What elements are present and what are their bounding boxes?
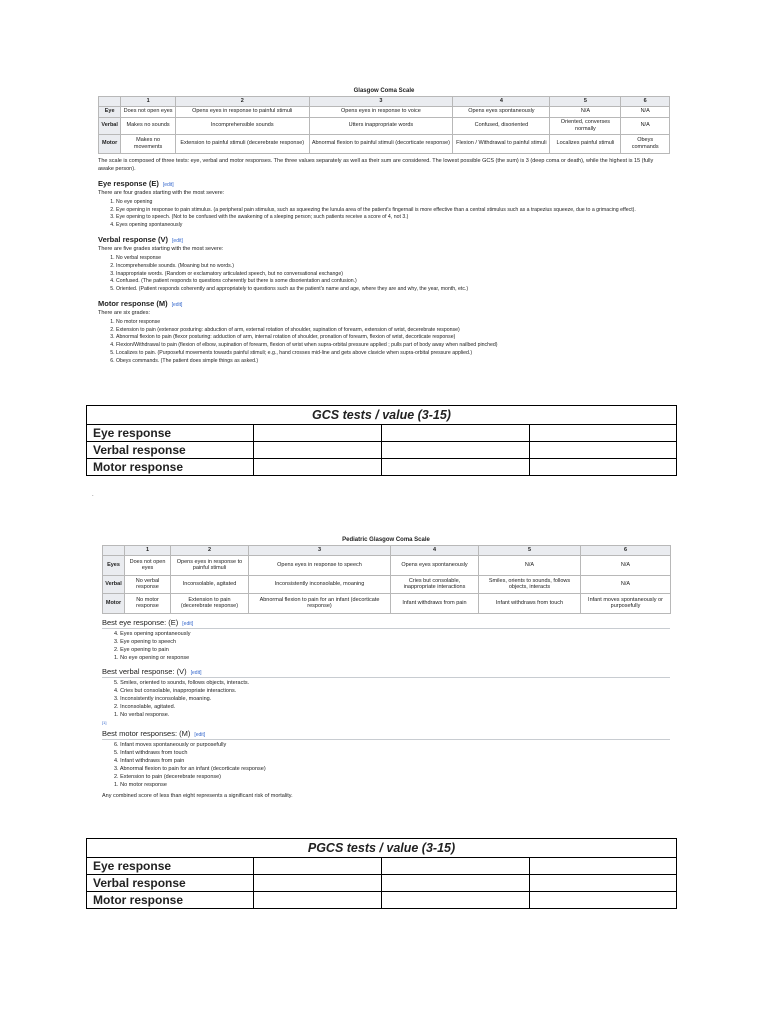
gcs-score-title: GCS tests / value (3-15)	[87, 406, 677, 425]
table-cell: Opens eyes spontaneously	[391, 555, 479, 575]
item-text: Cries but consolable, inappropriate interactions.	[120, 687, 237, 694]
item-text: Infant withdraws from pain	[120, 758, 185, 765]
score-cell[interactable]	[530, 425, 677, 442]
gcs-header-cell: 1	[121, 97, 176, 107]
item-number: 4.	[114, 758, 119, 765]
table-row	[87, 892, 677, 909]
item-number: 5.	[114, 679, 119, 686]
score-cell[interactable]	[382, 459, 530, 476]
row-header: Motor	[99, 134, 121, 153]
list-item: 2. Incomprehensible sounds. (Moaning but no words.)	[116, 263, 670, 271]
heading-text: Verbal response (V)	[98, 234, 169, 244]
pgcs-header-cell: 2	[171, 546, 249, 556]
list-item: 1. No motor response	[116, 319, 670, 327]
list-item: 1. No eye opening	[116, 199, 670, 207]
item-text: Smiles, oriented to sounds, follows objects, interacts.	[120, 679, 250, 686]
score-cell[interactable]	[382, 425, 530, 442]
item-text: Infant withdraws from touch	[120, 750, 188, 757]
table-cell: N/A	[621, 117, 670, 134]
best-motor-heading	[102, 729, 670, 740]
item-number: 5.	[114, 750, 119, 757]
list-item: 5. Oriented. (Patient responds coherently and appropriately to questions such as the patient's name and age, where they are and why, the year, month, etc.)	[116, 286, 670, 294]
gcs-header-cell: 6	[621, 97, 670, 107]
score-cell[interactable]	[530, 442, 677, 459]
gcs-reference	[98, 88, 670, 368]
motor-list	[116, 319, 670, 366]
row-label: Verbal response	[87, 442, 254, 459]
table-row	[103, 575, 671, 593]
pgcs-header-cell: 5	[479, 546, 581, 556]
item-number: 2.	[114, 703, 119, 710]
score-cell[interactable]	[254, 892, 382, 909]
pgcs-table	[102, 545, 671, 614]
list-item: 5. Localizes to pain. (Purposeful movements towards painful stimuli; e.g., hand crosses mid-line and gets above clavicle when supra-orbital pressure applied.)	[116, 350, 670, 358]
pgcs-header-cell: 4	[391, 546, 479, 556]
edit-link[interactable]: [edit]	[171, 301, 183, 308]
table-cell: Localizes painful stimuli	[550, 134, 621, 153]
table-cell: Oriented, converses normally	[550, 117, 621, 134]
verbal-response-heading	[98, 235, 670, 244]
table-cell: Opens eyes in response to voice	[309, 106, 453, 117]
item-number: 1.	[114, 782, 119, 789]
table-cell: N/A	[621, 106, 670, 117]
pgcs-reference	[102, 537, 670, 801]
score-cell[interactable]	[530, 459, 677, 476]
motor-response-heading	[98, 299, 670, 308]
list-item: 6. Obeys commands. (The patient does simple things as asked.)	[116, 358, 670, 366]
best-motor-list	[114, 742, 670, 790]
best-verbal-heading	[102, 667, 670, 678]
gcs-header-row	[99, 97, 670, 107]
table-row	[99, 134, 670, 153]
table-cell: Flexion / Withdrawal to painful stimuli	[453, 134, 550, 153]
heading-text: Eye response (E)	[98, 178, 159, 188]
pgcs-score-block	[86, 838, 676, 909]
table-cell: Smiles, orients to sounds, follows objects, interacts	[479, 575, 581, 593]
item-text: No eye opening or response	[120, 654, 190, 661]
table-cell: N/A	[550, 106, 621, 117]
gcs-score-table	[86, 405, 677, 476]
list-item: 4. Confused. (The patient responds to questions coherently but there is some disorientation and confusion.)	[116, 278, 670, 286]
row-label: Motor response	[87, 459, 254, 476]
gcs-header-cell	[99, 97, 121, 107]
score-cell[interactable]	[254, 459, 382, 476]
gcs-table	[98, 96, 670, 154]
item-text: No verbal response.	[120, 711, 170, 718]
list-item	[114, 766, 670, 774]
item-number: 1.	[114, 711, 119, 718]
list-item	[114, 639, 670, 647]
gcs-intro: The scale is composed of three tests: eye, verbal and motor responses. The three values separately as well as their sum are considered. The lowest possible GCS (the sum) is 3 (deep coma or death), while the highest is 15 (fully awake person).	[98, 157, 654, 172]
score-cell[interactable]	[254, 858, 382, 875]
list-item: 3. Eye opening to speech. (Not to be confused with the awakening of a sleeping person; such patients receive a score of 4, not 3.)	[116, 214, 670, 222]
table-cell: No verbal response	[125, 575, 171, 593]
list-item	[114, 774, 670, 782]
list-item	[114, 742, 670, 750]
table-cell: Infant withdraws from pain	[391, 593, 479, 613]
verbal-intro: There are five grades starting with the most severe:	[98, 245, 224, 252]
row-label: Eye response	[87, 425, 254, 442]
item-text: Inconsistently inconsolable, moaning.	[120, 695, 212, 702]
pgcs-header-row	[103, 546, 671, 556]
heading-text: Best motor responses: (M)	[102, 729, 191, 739]
item-text: Extension to pain (decerebrate response)	[120, 774, 222, 781]
edit-link[interactable]: [edit]	[194, 732, 206, 739]
best-eye-list	[114, 631, 670, 663]
row-label: Verbal response	[87, 875, 254, 892]
list-item: 4. Eyes opening spontaneously	[116, 222, 670, 230]
gcs-header-cell: 4	[453, 97, 550, 107]
list-item	[114, 655, 670, 663]
table-cell: Inconsistently inconsolable, moaning	[249, 575, 391, 593]
row-label: Eye response	[87, 858, 254, 875]
pgcs-header-cell: 1	[125, 546, 171, 556]
score-cell[interactable]	[382, 442, 530, 459]
list-item	[114, 782, 670, 790]
table-cell: Confused, disoriented	[453, 117, 550, 134]
gcs-header-cell: 5	[550, 97, 621, 107]
table-cell: Utters inappropriate words	[309, 117, 453, 134]
item-number: 3.	[114, 638, 119, 645]
edit-link[interactable]: [edit]	[190, 669, 202, 676]
table-cell: Infant moves spontaneously or purposefully	[581, 593, 671, 613]
list-item: 2. Eye opening in response to pain stimulus. (a peripheral pain stimulus, such as squeezing the lunula area of the patient's fingernail is more effective than a central stimulus such as a trapezius squeeze, due to a grimacing effect).	[116, 207, 670, 215]
list-item	[114, 750, 670, 758]
item-number: 3.	[114, 766, 119, 773]
score-cell[interactable]	[382, 892, 530, 909]
edit-link[interactable]: [edit]	[182, 620, 194, 627]
item-text: Inconsolable, agitated.	[120, 703, 176, 710]
list-item	[114, 696, 670, 704]
gcs-header-cell: 2	[175, 97, 309, 107]
score-cell[interactable]	[254, 425, 382, 442]
edit-link[interactable]: [edit]	[172, 237, 183, 244]
reference-mark[interactable]: [1]	[102, 719, 107, 725]
table-row	[87, 442, 677, 459]
mortality-note: Any combined score of less than eight represents a significant risk of mortality.	[102, 793, 293, 800]
item-number: 3.	[114, 695, 119, 702]
edit-link[interactable]: [edit]	[162, 181, 174, 188]
table-cell: Opens eyes in response to speech	[249, 555, 391, 575]
score-cell[interactable]	[530, 875, 677, 892]
list-item: 2. Extension to pain (extensor posturing: abduction of arm, external rotation of shoulder, supination of forearm, extension of wrist, decerebrate response)	[116, 327, 670, 335]
pgcs-header-cell: 6	[581, 546, 671, 556]
row-header: Motor	[103, 593, 125, 613]
table-cell: No motor response	[125, 593, 171, 613]
heading-text: Best eye response: (E)	[102, 617, 179, 627]
pgcs-caption: Pediatric Glasgow Coma Scale	[342, 537, 430, 543]
score-cell[interactable]	[530, 858, 677, 875]
table-cell: Opens eyes in response to painful stimuli	[175, 106, 309, 117]
list-item	[114, 712, 670, 720]
list-item	[114, 704, 670, 712]
eye-response-heading	[98, 179, 670, 188]
item-text: Eyes opening spontaneously	[120, 630, 191, 637]
table-row	[99, 106, 670, 117]
row-header: Eye	[99, 106, 121, 117]
table-row	[103, 593, 671, 613]
list-item	[114, 688, 670, 696]
list-item	[114, 647, 670, 655]
stray-mark: .	[92, 492, 94, 498]
heading-text: Motor response (M)	[98, 298, 168, 308]
table-cell: Abnormal flexion to pain for an infant (decorticate response)	[249, 593, 391, 613]
pgcs-header-cell: 3	[249, 546, 391, 556]
item-text: No motor response	[120, 782, 167, 789]
motor-intro: There are six grades:	[98, 309, 150, 316]
heading-text: Best verbal response: (V)	[102, 666, 187, 676]
table-cell: Inconsolable, agitated	[171, 575, 249, 593]
item-number: 1.	[114, 654, 119, 661]
table-row	[87, 425, 677, 442]
table-cell: Extension to painful stimuli (decerebrate response)	[175, 134, 309, 153]
item-number: 2.	[114, 646, 119, 653]
table-cell: Opens eyes in response to painful stimuli	[171, 555, 249, 575]
table-cell: Opens eyes spontaneously	[453, 106, 550, 117]
table-row	[87, 459, 677, 476]
table-cell: N/A	[479, 555, 581, 575]
gcs-header-cell: 3	[309, 97, 453, 107]
table-cell: Cries but consolable, inappropriate interactions	[391, 575, 479, 593]
score-cell[interactable]	[254, 442, 382, 459]
list-item: 4. Flexion/Withdrawal to pain (flexion of elbow, supination of forearm, flexion of wrist when supra-orbital pressure applied ; pulls part of body away when nailbed pinched)	[116, 342, 670, 350]
verbal-list	[116, 255, 670, 294]
list-item	[114, 631, 670, 639]
item-number: 4.	[114, 687, 119, 694]
table-cell: Extension to pain (decerebrate response)	[171, 593, 249, 613]
gcs-score-block	[86, 405, 676, 476]
score-cell[interactable]	[530, 892, 677, 909]
table-cell: Abnormal flexion to painful stimuli (decorticate response)	[309, 134, 453, 153]
table-cell: Does not open eyes	[125, 555, 171, 575]
score-cell[interactable]	[254, 875, 382, 892]
item-text: Infant moves spontaneously or purposefully	[120, 742, 227, 749]
item-number: 2.	[114, 774, 119, 781]
table-cell: Obeys commands	[621, 134, 670, 153]
row-header: Verbal	[99, 117, 121, 134]
table-cell: Makes no movements	[121, 134, 176, 153]
best-eye-heading	[102, 618, 670, 629]
list-item: 3. Abnormal flexion to pain (flexor posturing: adduction of arm, internal rotation of shoulder, pronation of forearm, flexion of wrist, decorticate response)	[116, 334, 670, 342]
table-row	[87, 858, 677, 875]
table-row	[87, 875, 677, 892]
table-cell: Makes no sounds	[121, 117, 176, 134]
eye-list	[116, 199, 670, 230]
eye-intro: There are four grades starting with the most severe:	[98, 189, 225, 196]
item-number: 6.	[114, 742, 119, 749]
pgcs-score-table	[86, 838, 677, 909]
best-verbal-list	[114, 680, 670, 720]
pgcs-score-title: PGCS tests / value (3-15)	[87, 839, 677, 858]
table-cell: N/A	[581, 575, 671, 593]
list-item	[114, 680, 670, 688]
score-cell[interactable]	[382, 858, 530, 875]
item-text: Eye opening to speech	[120, 638, 177, 645]
pgcs-header-cell	[103, 546, 125, 556]
list-item: 3. Inappropriate words. (Random or exclamatory articulated speech, but no conversational exchange)	[116, 271, 670, 279]
table-row	[99, 117, 670, 134]
table-cell: Incomprehensible sounds	[175, 117, 309, 134]
row-header: Eyes	[103, 555, 125, 575]
row-label: Motor response	[87, 892, 254, 909]
item-text: Eye opening to pain	[120, 646, 169, 653]
score-cell[interactable]	[382, 875, 530, 892]
table-row	[103, 555, 671, 575]
table-cell: N/A	[581, 555, 671, 575]
table-cell: Does not open eyes	[121, 106, 176, 117]
gcs-caption: Glasgow Coma Scale	[353, 88, 415, 94]
row-header: Verbal	[103, 575, 125, 593]
item-number: 4.	[114, 630, 119, 637]
list-item	[114, 758, 670, 766]
table-cell: Infant withdraws from touch	[479, 593, 581, 613]
item-text: Abnormal flexion to pain for an infant (decorticate response)	[119, 766, 266, 773]
list-item: 1. No verbal response	[116, 255, 670, 263]
